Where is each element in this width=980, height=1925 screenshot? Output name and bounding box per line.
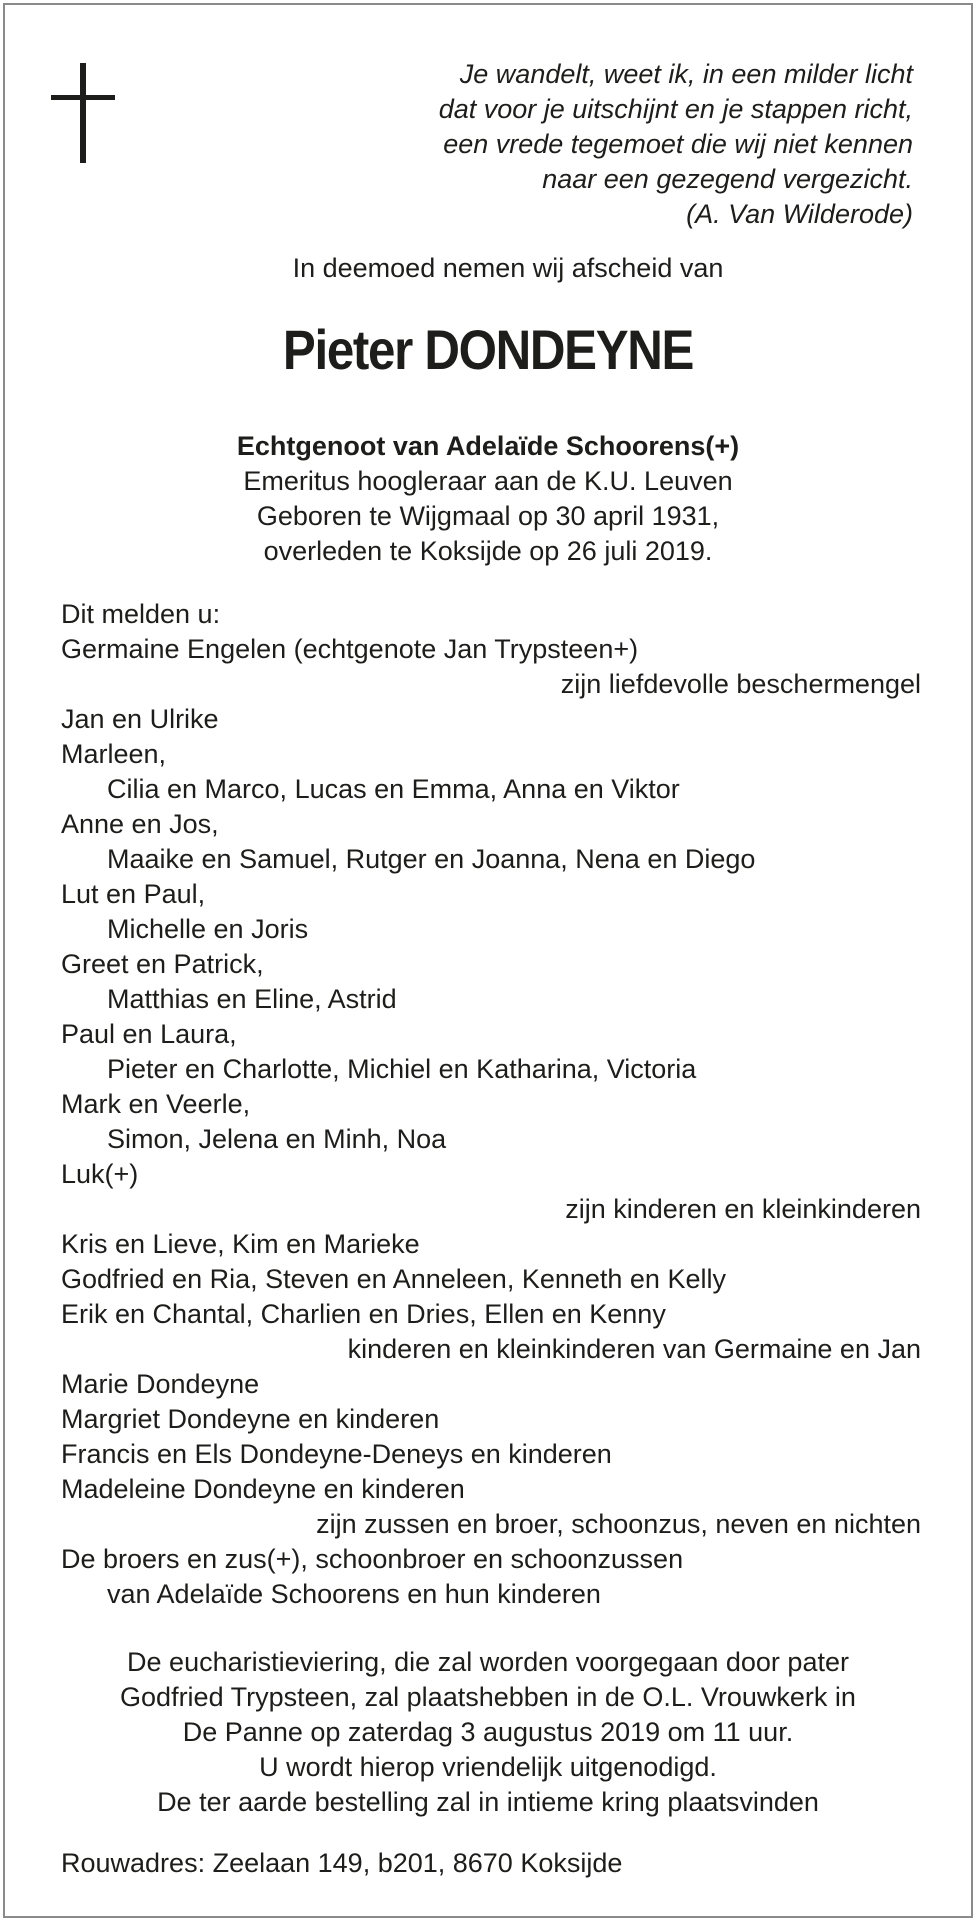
- family-line: Michelle en Joris: [107, 914, 309, 944]
- spouse-line: Echtgenoot van Adelaïde Schoorens(+): [236, 431, 740, 461]
- ceremony-notice: [5, 1645, 971, 1820]
- details-line: Emeritus hoogleraar aan de K.U. Leuven: [243, 466, 733, 496]
- family-line: Simon, Jelena en Minh, Noa: [107, 1124, 447, 1154]
- poem-line: Je wandelt, weet ik, in een milder licht: [459, 59, 913, 89]
- family-list: [61, 597, 921, 1612]
- poem: [439, 57, 913, 232]
- family-line: Erik en Chantal, Charlien en Dries, Ellen en Kenny: [61, 1299, 666, 1329]
- mourning-address: Rouwadres: Zeelaan 149, b201, 8670 Koksijde: [61, 1848, 623, 1878]
- poem-line: een vrede tegemoet die wij niet kennen: [443, 129, 913, 159]
- family-line: Marleen,: [61, 739, 167, 769]
- family-line: van Adelaïde Schoorens en hun kinderen: [107, 1579, 601, 1609]
- family-line: Godfried en Ria, Steven en Anneleen, Kenneth en Kelly: [61, 1264, 726, 1294]
- family-caption: zijn liefdevolle beschermengel: [560, 669, 921, 699]
- family-caption: kinderen en kleinkinderen van Germaine en Jan: [347, 1334, 921, 1364]
- family-line: Francis en Els Dondeyne-Deneys en kinderen: [61, 1439, 612, 1469]
- family-line: Maaike en Samuel, Rutger en Joanna, Nena en Diego: [107, 844, 756, 874]
- family-line: Luk(+): [61, 1159, 139, 1189]
- poem-line: dat voor je uitschijnt en je stappen richt,: [438, 94, 913, 124]
- details-line: Geboren te Wijgmaal op 30 april 1931,: [256, 501, 720, 531]
- poem-author: (A. Van Wilderode): [686, 199, 913, 229]
- family-line: Mark en Veerle,: [61, 1089, 251, 1119]
- poem-line: naar een gezegend vergezicht.: [542, 164, 913, 194]
- obituary-card: [3, 3, 973, 1918]
- family-line: Cilia en Marco, Lucas en Emma, Anna en Viktor: [107, 774, 680, 804]
- ceremony-line: Godfried Trypsteen, zal plaatshebben in de O.L. Vrouwkerk in: [120, 1682, 856, 1712]
- intro-text: In deemoed nemen wij afscheid van: [292, 253, 724, 283]
- ceremony-line: De ter aarde bestelling zal in intieme kring plaatsvinden: [157, 1787, 819, 1817]
- family-line: Greet en Patrick,: [61, 949, 264, 979]
- family-line: Germaine Engelen (echtgenote Jan Trypsteen+): [61, 634, 639, 664]
- family-line: Jan en Ulrike: [61, 704, 219, 734]
- family-line: Paul en Laura,: [61, 1019, 237, 1049]
- family-caption: zijn kinderen en kleinkinderen: [565, 1194, 921, 1224]
- family-line: Pieter en Charlotte, Michiel en Katharina, Victoria: [107, 1054, 697, 1084]
- family-line: Marie Dondeyne: [61, 1369, 260, 1399]
- family-line: De broers en zus(+), schoonbroer en schoonzussen: [61, 1544, 684, 1574]
- cross-icon: [51, 63, 115, 163]
- family-line: Lut en Paul,: [61, 879, 206, 909]
- family-line: Anne en Jos,: [61, 809, 219, 839]
- family-caption: zijn zussen en broer, schoonzus, neven en nichten: [316, 1509, 921, 1539]
- family-line: Margriet Dondeyne en kinderen: [61, 1404, 440, 1434]
- family-line: Madeleine Dondeyne en kinderen: [61, 1474, 465, 1504]
- ceremony-line: De Panne op zaterdag 3 augustus 2019 om 11 uur.: [182, 1717, 794, 1747]
- ceremony-line: U wordt hierop vriendelijk uitgenodigd.: [259, 1752, 717, 1782]
- details: [5, 429, 971, 569]
- ceremony-line: De eucharistieviering, die zal worden voorgegaan door pater: [127, 1647, 849, 1677]
- deceased-name: Pieter DONDEYNE: [282, 318, 694, 381]
- family-line: Matthias en Eline, Astrid: [107, 984, 397, 1014]
- details-line: overleden te Koksijde op 26 juli 2019.: [263, 536, 713, 566]
- family-line: Kris en Lieve, Kim en Marieke: [61, 1229, 420, 1259]
- family-line: Dit melden u:: [61, 599, 221, 629]
